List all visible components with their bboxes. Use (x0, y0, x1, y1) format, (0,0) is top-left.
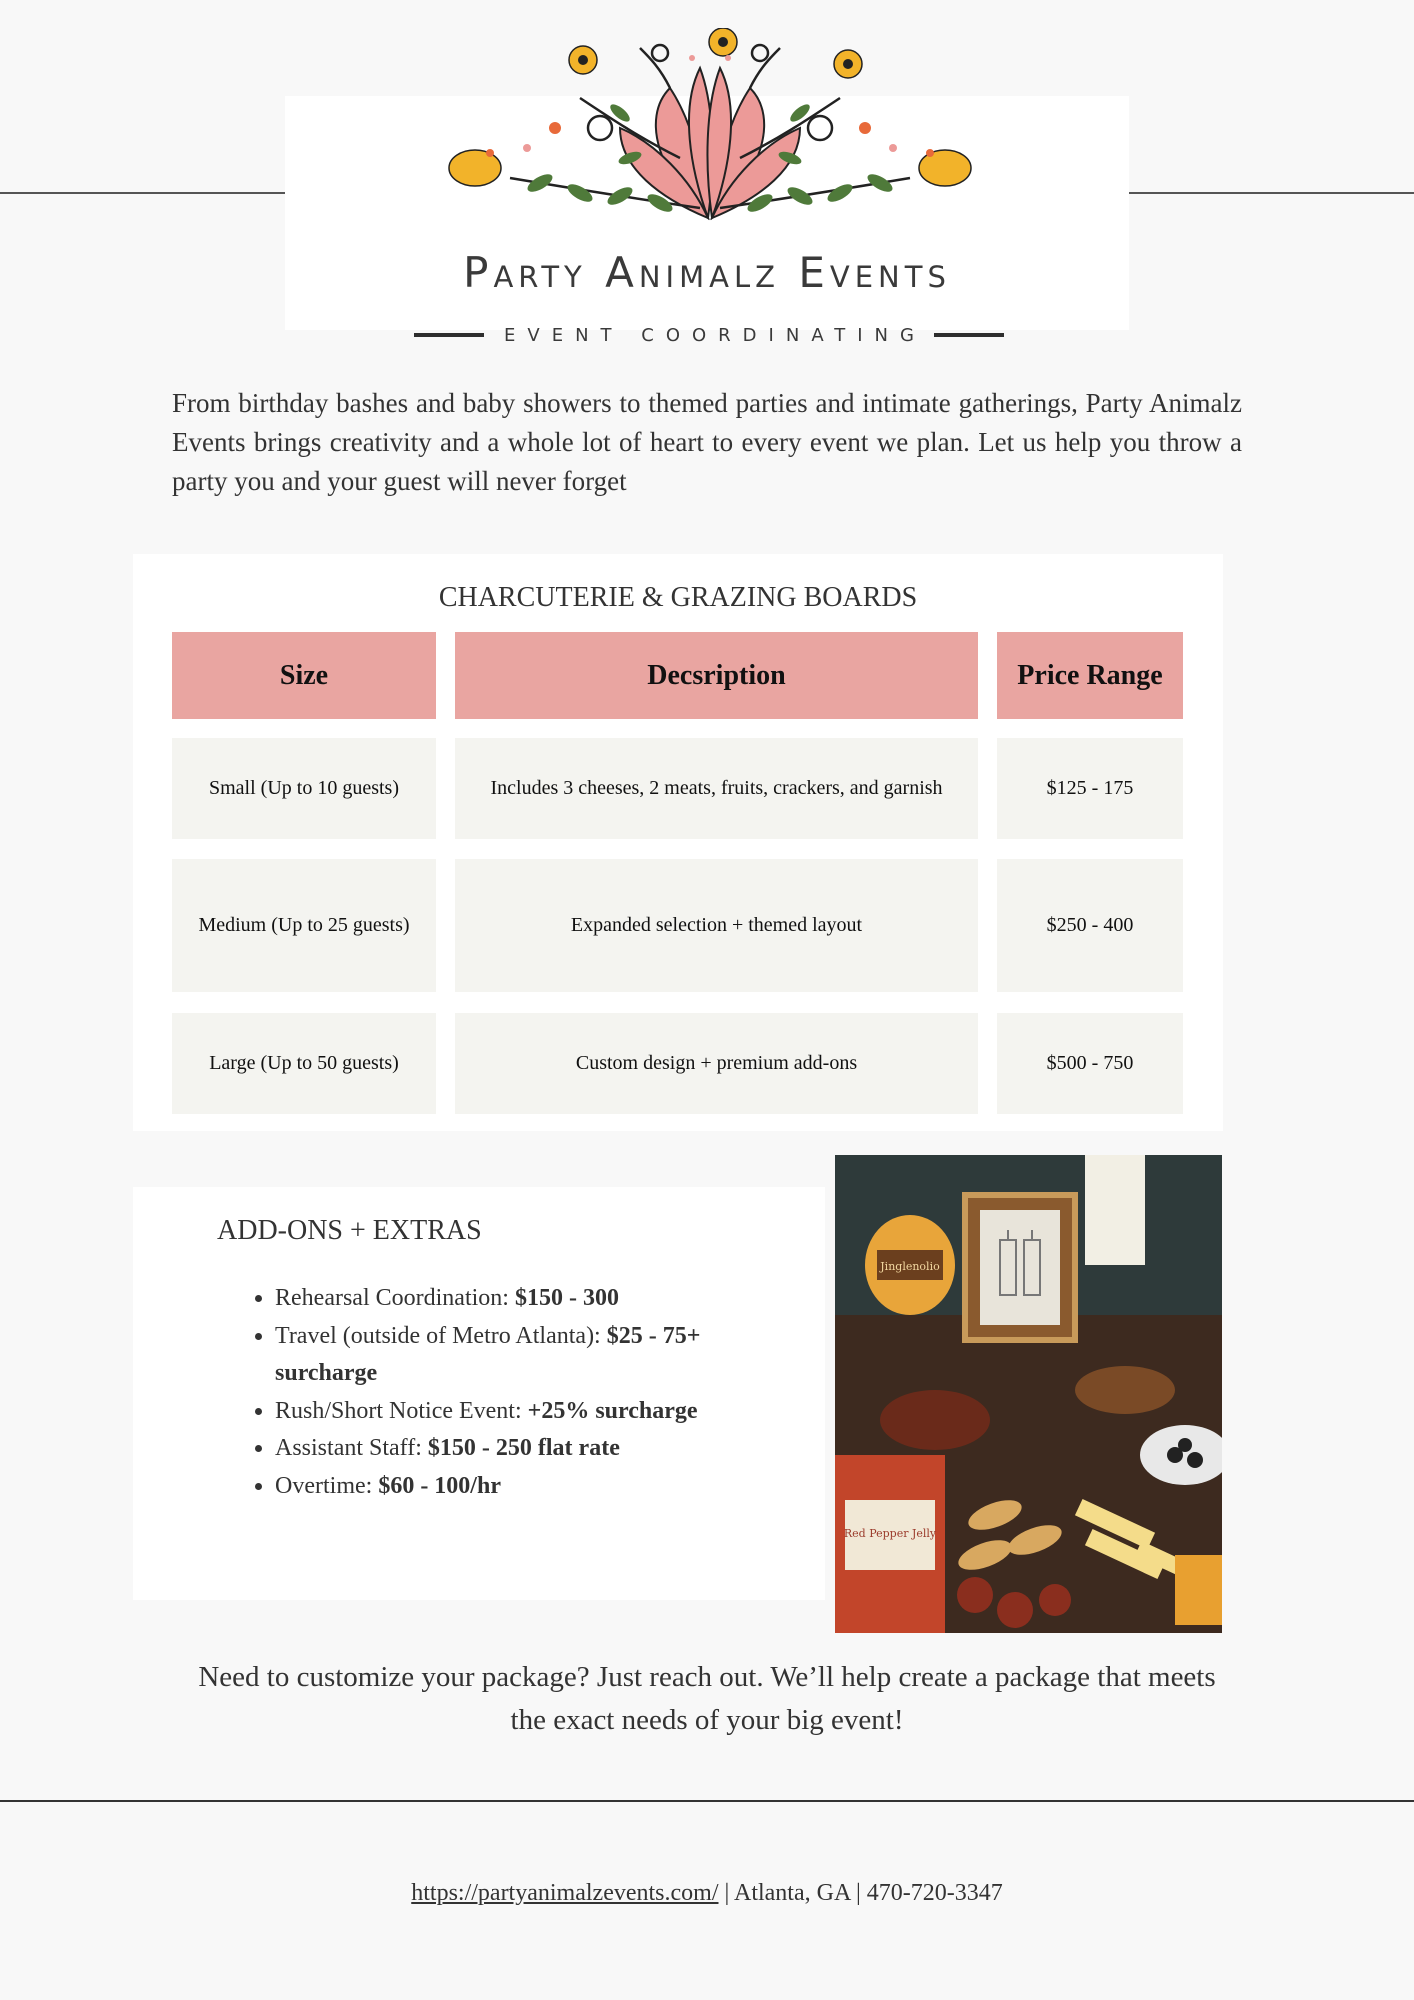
footer-rule (0, 1800, 1414, 1802)
tagline: EVENT COORDINATING (504, 324, 926, 346)
boards-title: CHARCUTERIE & GRAZING BOARDS (438, 582, 918, 613)
closing-message: Need to customize your package? Just reach out. We’ll help create a package that meets the exact needs of your big event! (198, 1661, 1216, 1736)
list-item: • Overtime: $60 - 100/hr (275, 1468, 775, 1506)
floral-logo-icon (430, 28, 990, 238)
row-large-size: Large (Up to 50 guests) (172, 1013, 436, 1114)
row-medium-size: Medium (Up to 25 guests) (172, 859, 436, 992)
boards-section (133, 554, 1223, 1131)
row-medium-description: Expanded selection + themed layout (455, 859, 978, 992)
header-size: Size (172, 632, 436, 719)
row-medium-price: $250 - 400 (997, 859, 1183, 992)
header-description: Decsription (455, 632, 978, 719)
footer (0, 1880, 1414, 1907)
jar-text: Jinglenolio (880, 1260, 940, 1273)
tagline-row (414, 322, 1004, 348)
row-small-description: Includes 3 cheeses, 2 meats, fruits, crackers, and garnish (455, 738, 978, 839)
row-large-price: $500 - 750 (997, 1013, 1183, 1114)
addons-title: ADD-ONS + EXTRAS (217, 1215, 482, 1246)
addons-section (133, 1187, 825, 1600)
addons-list (275, 1280, 775, 1505)
jelly-label: Red Pepper Jelly (843, 1527, 937, 1540)
footer-contact: | Atlanta, GA | 470-720-3347 (718, 1880, 1003, 1906)
row-large-description: Custom design + premium add-ons (455, 1013, 978, 1114)
row-small-price: $125 - 175 (997, 738, 1183, 839)
list-item: • Travel (outside of Metro Atlanta): $25 - 75+ surcharge (275, 1318, 775, 1393)
list-item: • Rush/Short Notice Event: +25% surcharge (275, 1393, 775, 1431)
website-link[interactable]: https://partyanimalzevents.com/ (411, 1880, 719, 1906)
brand-name: Party Animalz Events (463, 248, 951, 297)
row-small-size: Small (Up to 10 guests) (172, 738, 436, 839)
list-item: • Rehearsal Coordination: $150 - 300 (275, 1280, 775, 1318)
tagline-bar-left (414, 333, 484, 337)
list-item: • Assistant Staff: $150 - 250 flat rate (275, 1430, 775, 1468)
tagline-bar-right (934, 333, 1004, 337)
intro-paragraph: From birthday bashes and baby showers to themed parties and intimate gatherings, Party Animalz Events brings creativity and a whole lot of heart to every event we plan. Let us help you throw a party you and your guest will never forget (172, 388, 1242, 496)
header-price: Price Range (997, 632, 1183, 719)
charcuterie-photo (835, 1155, 1222, 1633)
